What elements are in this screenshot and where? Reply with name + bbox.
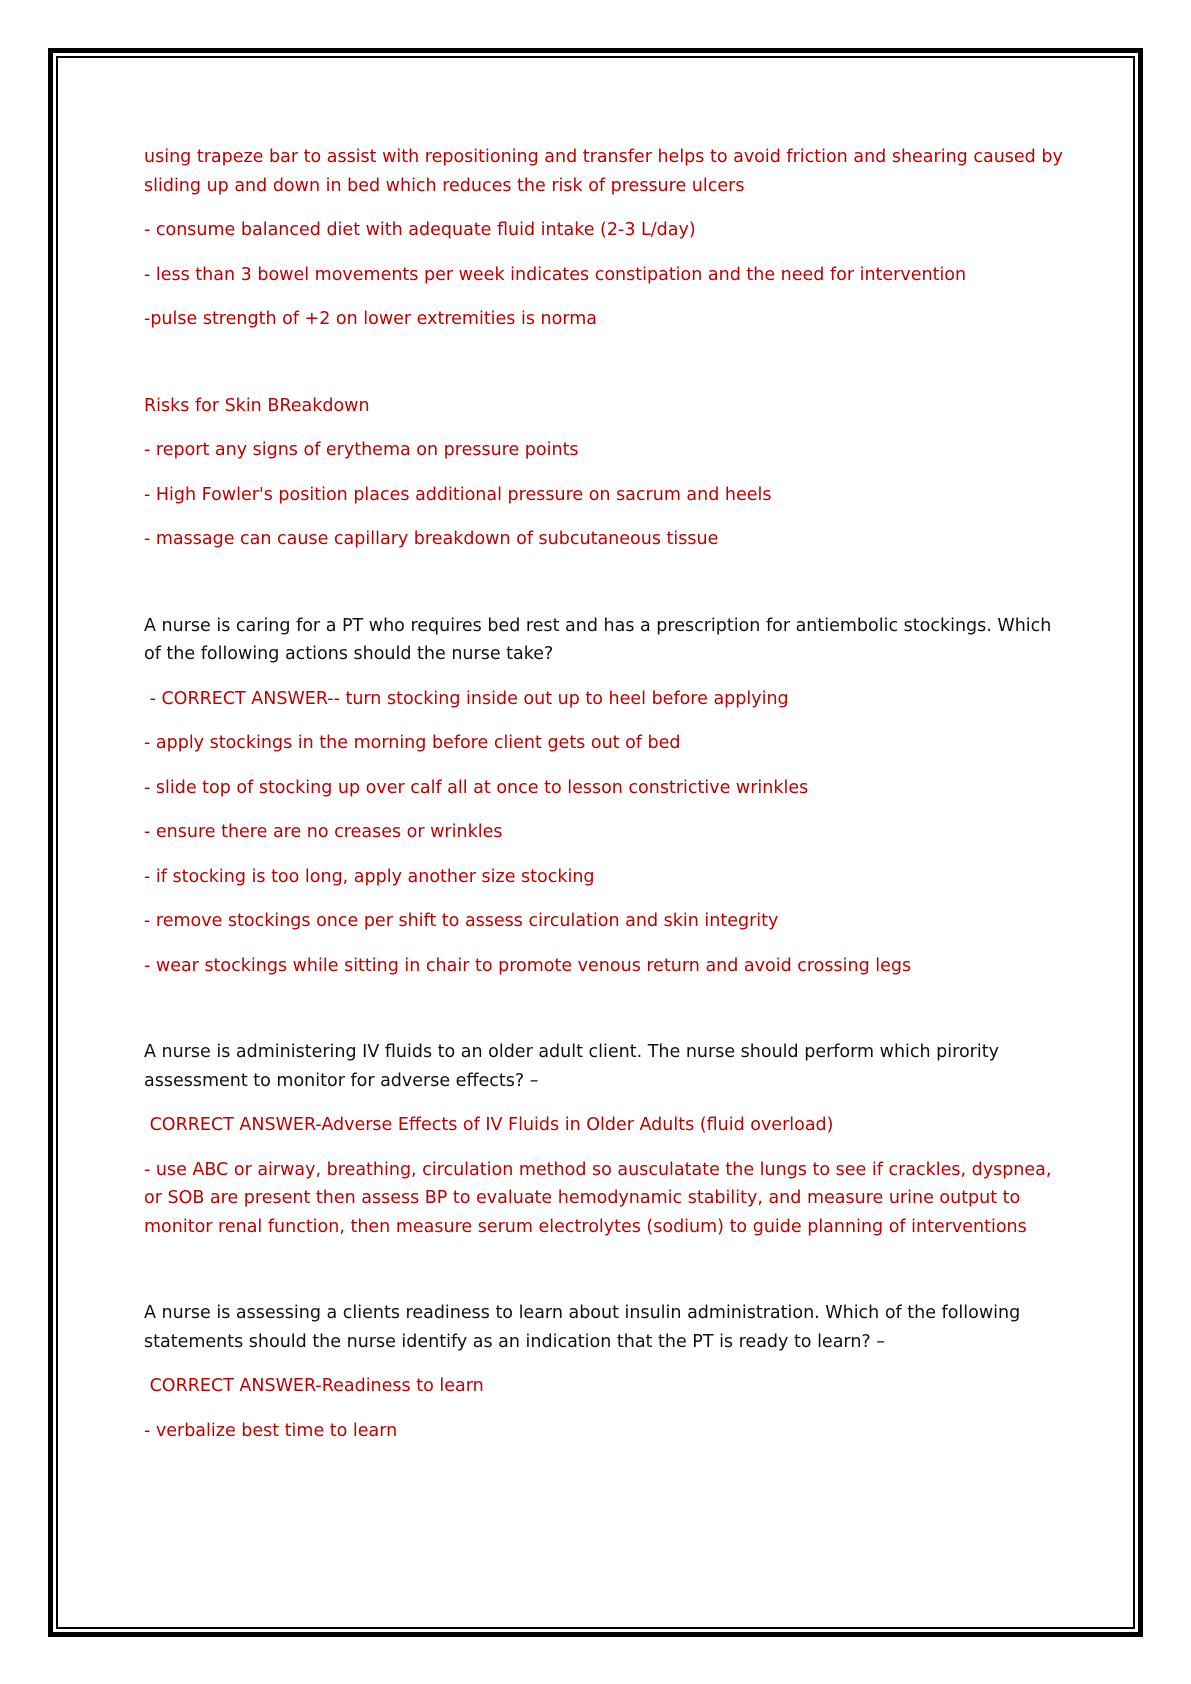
answer-stockings-slide: - slide top of stocking up over calf all at once to lesson constrictive wrinkles — [144, 777, 809, 798]
answer-stockings-too-long: - if stocking is too long, apply another size stocking — [144, 866, 595, 887]
answer-stockings-remove: - remove stockings once per shift to assess circulation and skin integrity — [144, 911, 779, 931]
answer-stockings-correct: - CORRECT ANSWER-- turn stocking inside out up to heel before applying — [144, 688, 789, 709]
question-iv-fluids: A nurse is administering IV fluids to an older adult client. The nurse should perform which pirority assessment to monitor for adverse effects? – — [144, 1042, 1005, 1091]
answer-iv-fluids-abc: - use ABC or airway, breathing, circulation method so ausculatate the lungs to see if crackles, dyspnea, or SOB are present then assess BP to evaluate hemodynamic stability, and measure urine output to monitor renal function, then measure serum electrolytes (sodium) to guide planning of interventions — [144, 1159, 1058, 1237]
paragraph-erythema: - report any signs of erythema on pressure points — [144, 440, 579, 460]
spacer — [144, 996, 1064, 1038]
answer-readiness-correct: CORRECT ANSWER-Readiness to learn — [144, 1376, 484, 1396]
answer-stockings-sitting: - wear stockings while sitting in chair to promote venous return and avoid crossing legs — [144, 955, 912, 976]
document-body — [144, 143, 1069, 1461]
paragraph-high-fowlers: - High Fowler's position places additional pressure on sacrum and heels — [144, 484, 772, 505]
question-readiness-to-learn: A nurse is assessing a clients readiness to learn about insulin administration. Which of the following statements should the nurse identify as an indication that the PT is ready to learn? – — [144, 1303, 1026, 1352]
section-heading-skin-breakdown: Risks for Skin BReakdown — [144, 395, 370, 416]
paragraph-massage: - massage can cause capillary breakdown of subcutaneous tissue — [144, 529, 719, 549]
answer-iv-fluids-correct: CORRECT ANSWER-Adverse Effects of IV Fluids in Older Adults (fluid overload) — [144, 1115, 834, 1135]
spacer — [144, 350, 1064, 392]
paragraph-pulse-strength: -pulse strength of +2 on lower extremities is norma — [144, 309, 597, 329]
paragraph-trapeze-bar: using trapeze bar to assist with repositioning and transfer helps to avoid friction and shearing caused by sliding up and down in bed which reduces the risk of pressure ulcers — [144, 147, 1069, 196]
spacer — [144, 1257, 1064, 1299]
paragraph-balanced-diet: - consume balanced diet with adequate fluid intake (2-3 L/day) — [144, 220, 696, 240]
answer-stockings-creases: - ensure there are no creases or wrinkles — [144, 822, 503, 842]
answer-readiness-verbalize: - verbalize best time to learn — [144, 1420, 398, 1441]
answer-stockings-morning: - apply stockings in the morning before client gets out of bed — [144, 733, 681, 753]
paragraph-bowel-movements: - less than 3 bowel movements per week indicates constipation and the need for intervention — [144, 264, 967, 285]
spacer — [144, 570, 1064, 612]
question-antiembolic-stockings: A nurse is caring for a PT who requires bed rest and has a prescription for antiembolic stockings. Which of the following actions should the nurse take? — [144, 615, 1057, 664]
